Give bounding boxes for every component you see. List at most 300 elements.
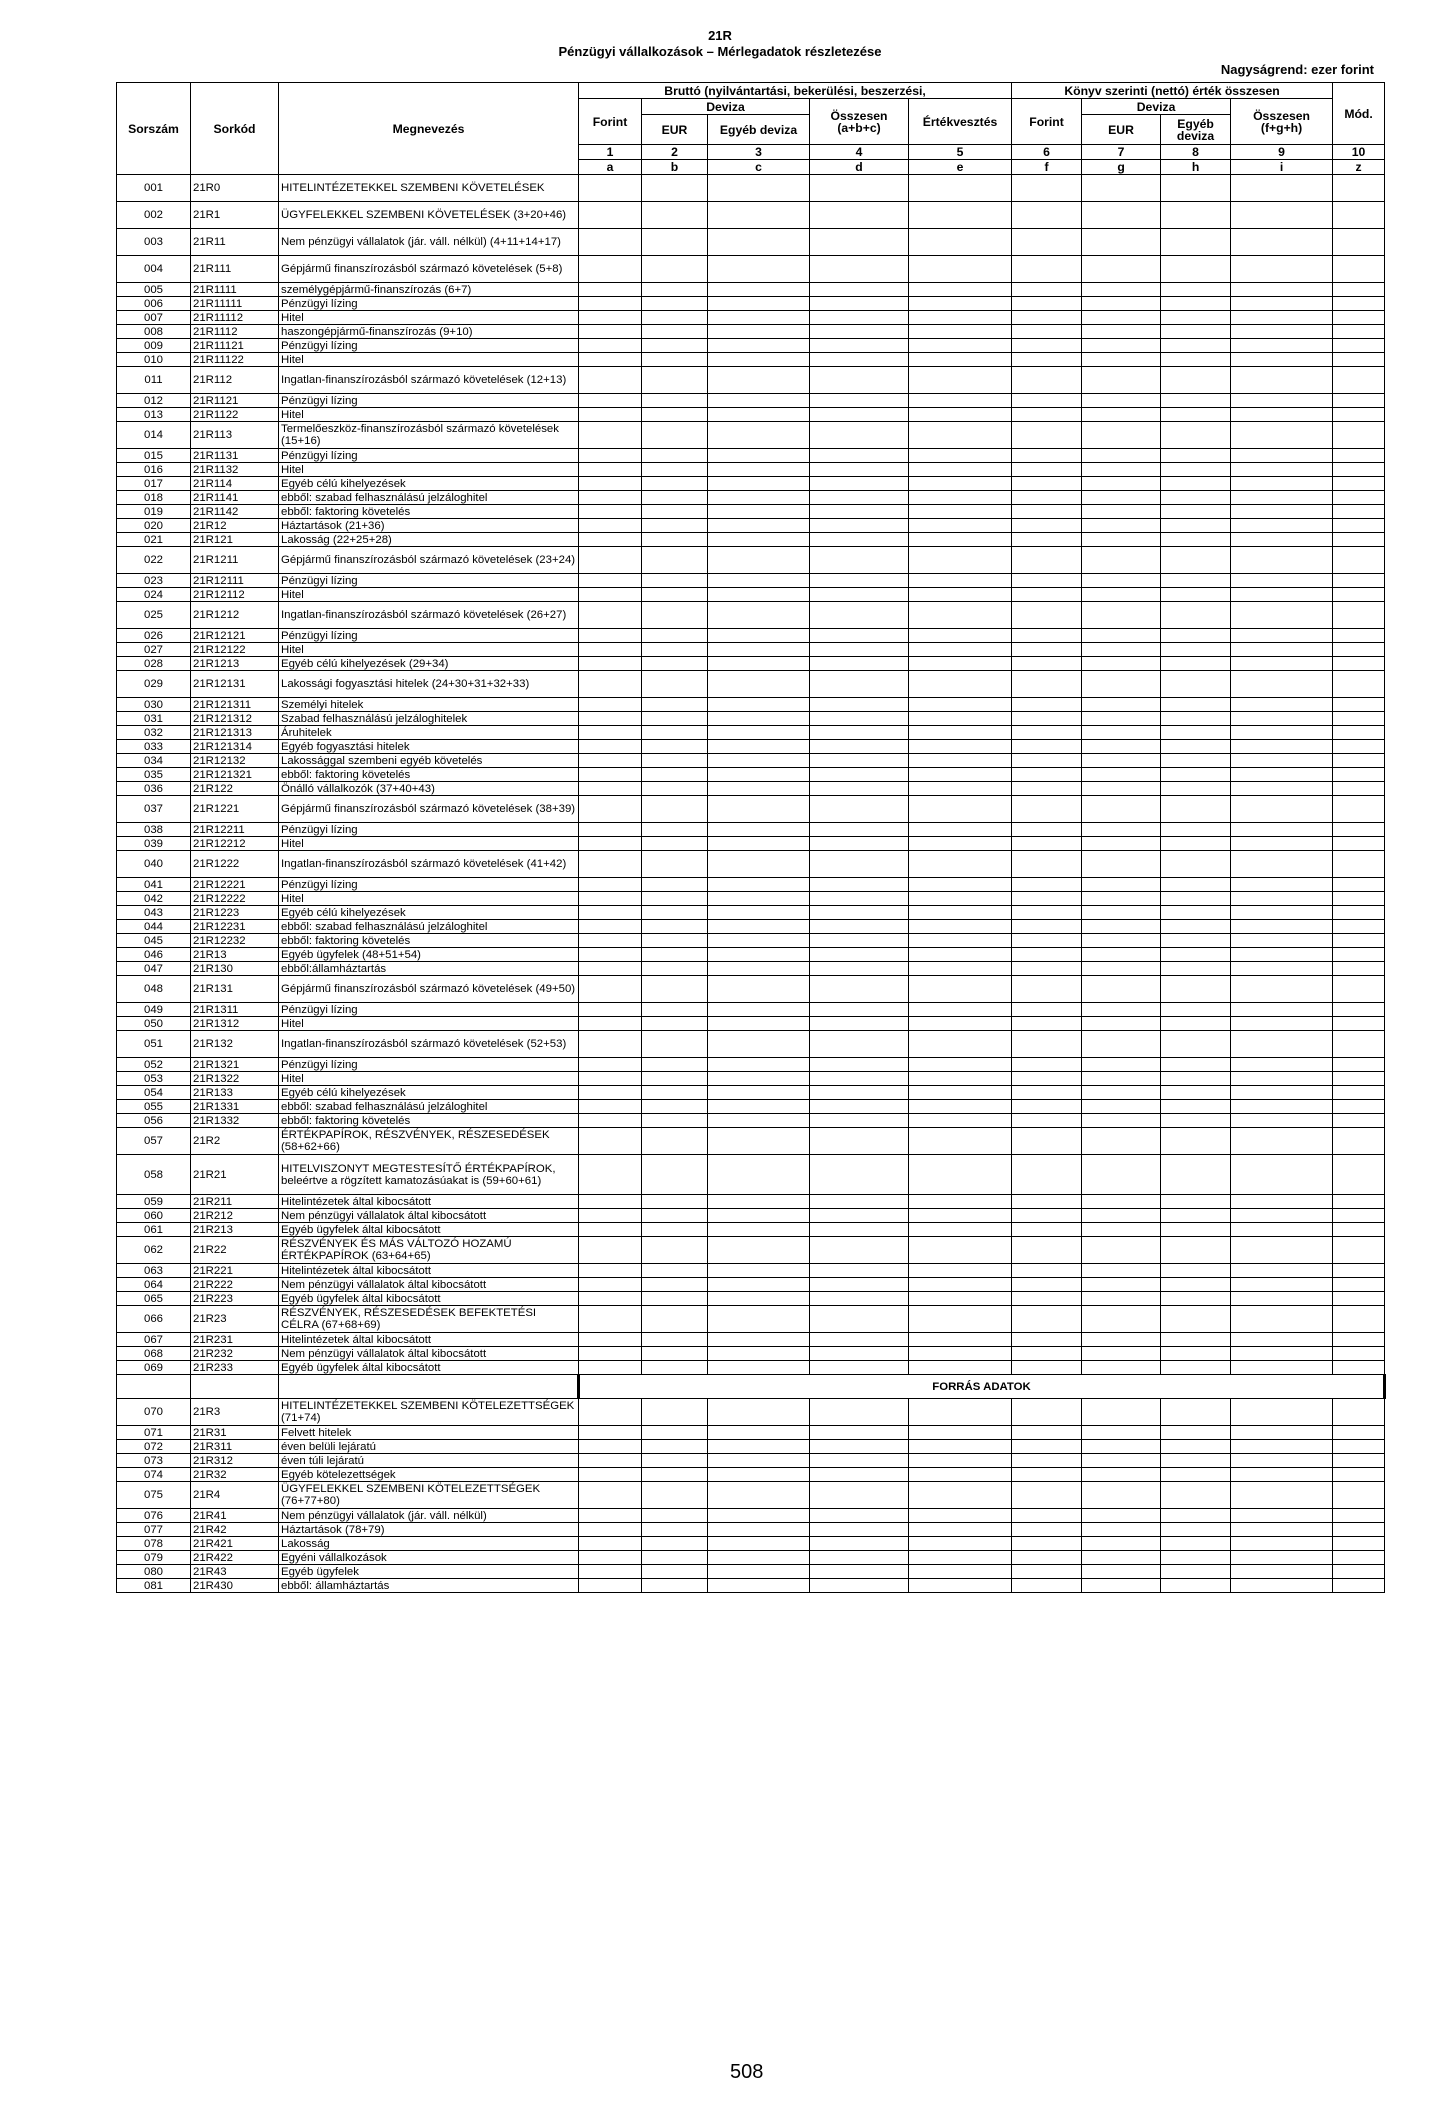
value-cell[interactable] — [1082, 796, 1161, 823]
value-cell[interactable] — [1082, 962, 1161, 976]
value-cell[interactable] — [1082, 339, 1161, 353]
value-cell[interactable] — [1333, 463, 1385, 477]
value-cell[interactable] — [708, 920, 810, 934]
value-cell[interactable] — [1012, 519, 1082, 533]
value-cell[interactable] — [708, 477, 810, 491]
value-cell[interactable] — [1082, 643, 1161, 657]
value-cell[interactable] — [1231, 422, 1333, 449]
value-cell[interactable] — [810, 1209, 909, 1223]
value-cell[interactable] — [1082, 768, 1161, 782]
value-cell[interactable] — [1082, 1278, 1161, 1292]
value-cell[interactable] — [1012, 477, 1082, 491]
value-cell[interactable] — [1231, 297, 1333, 311]
value-cell[interactable] — [1161, 962, 1231, 976]
value-cell[interactable] — [1231, 1468, 1333, 1482]
value-cell[interactable] — [708, 574, 810, 588]
value-cell[interactable] — [1231, 1482, 1333, 1509]
value-cell[interactable] — [1012, 1509, 1082, 1523]
value-cell[interactable] — [1082, 1072, 1161, 1086]
value-cell[interactable] — [909, 1128, 1012, 1155]
value-cell[interactable] — [909, 547, 1012, 574]
value-cell[interactable] — [642, 1086, 708, 1100]
value-cell[interactable] — [1231, 202, 1333, 229]
value-cell[interactable] — [708, 643, 810, 657]
value-cell[interactable] — [579, 768, 642, 782]
value-cell[interactable] — [642, 519, 708, 533]
value-cell[interactable] — [1012, 1114, 1082, 1128]
value-cell[interactable] — [909, 491, 1012, 505]
value-cell[interactable] — [1231, 1155, 1333, 1195]
value-cell[interactable] — [1231, 1003, 1333, 1017]
value-cell[interactable] — [1333, 1086, 1385, 1100]
value-cell[interactable] — [1161, 976, 1231, 1003]
value-cell[interactable] — [579, 698, 642, 712]
value-cell[interactable] — [909, 519, 1012, 533]
value-cell[interactable] — [1231, 1086, 1333, 1100]
value-cell[interactable] — [1012, 491, 1082, 505]
value-cell[interactable] — [642, 1017, 708, 1031]
value-cell[interactable] — [1333, 1523, 1385, 1537]
value-cell[interactable] — [1161, 449, 1231, 463]
value-cell[interactable] — [1082, 463, 1161, 477]
value-cell[interactable] — [1231, 1551, 1333, 1565]
value-cell[interactable] — [1082, 283, 1161, 297]
value-cell[interactable] — [1012, 175, 1082, 202]
value-cell[interactable] — [642, 1509, 708, 1523]
value-cell[interactable] — [708, 297, 810, 311]
value-cell[interactable] — [810, 1306, 909, 1333]
value-cell[interactable] — [1231, 768, 1333, 782]
value-cell[interactable] — [1231, 1278, 1333, 1292]
value-cell[interactable] — [708, 1306, 810, 1333]
value-cell[interactable] — [909, 629, 1012, 643]
value-cell[interactable] — [642, 1195, 708, 1209]
value-cell[interactable] — [1161, 1223, 1231, 1237]
value-cell[interactable] — [810, 574, 909, 588]
value-cell[interactable] — [1333, 1223, 1385, 1237]
value-cell[interactable] — [909, 408, 1012, 422]
value-cell[interactable] — [708, 449, 810, 463]
value-cell[interactable] — [810, 1086, 909, 1100]
value-cell[interactable] — [909, 976, 1012, 1003]
value-cell[interactable] — [1333, 892, 1385, 906]
value-cell[interactable] — [1082, 657, 1161, 671]
value-cell[interactable] — [909, 851, 1012, 878]
value-cell[interactable] — [1161, 892, 1231, 906]
value-cell[interactable] — [708, 976, 810, 1003]
value-cell[interactable] — [1231, 698, 1333, 712]
value-cell[interactable] — [810, 1509, 909, 1523]
value-cell[interactable] — [642, 1537, 708, 1551]
value-cell[interactable] — [810, 1195, 909, 1209]
value-cell[interactable] — [810, 878, 909, 892]
value-cell[interactable] — [810, 934, 909, 948]
value-cell[interactable] — [1333, 353, 1385, 367]
value-cell[interactable] — [1161, 339, 1231, 353]
value-cell[interactable] — [1333, 1114, 1385, 1128]
value-cell[interactable] — [1082, 698, 1161, 712]
value-cell[interactable] — [579, 1031, 642, 1058]
value-cell[interactable] — [579, 1128, 642, 1155]
value-cell[interactable] — [1082, 851, 1161, 878]
value-cell[interactable] — [1012, 1086, 1082, 1100]
value-cell[interactable] — [810, 353, 909, 367]
value-cell[interactable] — [1333, 1237, 1385, 1264]
value-cell[interactable] — [810, 297, 909, 311]
value-cell[interactable] — [1333, 1509, 1385, 1523]
value-cell[interactable] — [1231, 740, 1333, 754]
value-cell[interactable] — [642, 367, 708, 394]
value-cell[interactable] — [579, 643, 642, 657]
value-cell[interactable] — [909, 1399, 1012, 1426]
value-cell[interactable] — [579, 878, 642, 892]
value-cell[interactable] — [909, 1017, 1012, 1031]
value-cell[interactable] — [579, 1086, 642, 1100]
value-cell[interactable] — [1161, 657, 1231, 671]
value-cell[interactable] — [642, 422, 708, 449]
value-cell[interactable] — [642, 1468, 708, 1482]
value-cell[interactable] — [1231, 1114, 1333, 1128]
value-cell[interactable] — [1161, 547, 1231, 574]
value-cell[interactable] — [708, 1399, 810, 1426]
value-cell[interactable] — [909, 1086, 1012, 1100]
value-cell[interactable] — [1333, 1155, 1385, 1195]
value-cell[interactable] — [1082, 533, 1161, 547]
value-cell[interactable] — [642, 1114, 708, 1128]
value-cell[interactable] — [1161, 726, 1231, 740]
value-cell[interactable] — [1231, 1292, 1333, 1306]
value-cell[interactable] — [1333, 1468, 1385, 1482]
value-cell[interactable] — [1231, 1347, 1333, 1361]
value-cell[interactable] — [810, 948, 909, 962]
value-cell[interactable] — [1333, 202, 1385, 229]
value-cell[interactable] — [909, 948, 1012, 962]
value-cell[interactable] — [1231, 726, 1333, 740]
value-cell[interactable] — [1161, 477, 1231, 491]
value-cell[interactable] — [642, 726, 708, 740]
value-cell[interactable] — [909, 906, 1012, 920]
value-cell[interactable] — [1082, 477, 1161, 491]
value-cell[interactable] — [1082, 602, 1161, 629]
value-cell[interactable] — [1333, 477, 1385, 491]
value-cell[interactable] — [1333, 920, 1385, 934]
value-cell[interactable] — [708, 394, 810, 408]
value-cell[interactable] — [1161, 1155, 1231, 1195]
value-cell[interactable] — [909, 1333, 1012, 1347]
value-cell[interactable] — [1231, 782, 1333, 796]
value-cell[interactable] — [642, 1100, 708, 1114]
value-cell[interactable] — [1161, 202, 1231, 229]
value-cell[interactable] — [1333, 823, 1385, 837]
value-cell[interactable] — [1082, 1017, 1161, 1031]
value-cell[interactable] — [708, 962, 810, 976]
value-cell[interactable] — [1012, 1426, 1082, 1440]
value-cell[interactable] — [708, 1454, 810, 1468]
value-cell[interactable] — [642, 657, 708, 671]
value-cell[interactable] — [642, 1523, 708, 1537]
value-cell[interactable] — [708, 1114, 810, 1128]
value-cell[interactable] — [1161, 1482, 1231, 1509]
value-cell[interactable] — [708, 726, 810, 740]
value-cell[interactable] — [909, 878, 1012, 892]
value-cell[interactable] — [1012, 1523, 1082, 1537]
value-cell[interactable] — [1161, 1509, 1231, 1523]
value-cell[interactable] — [1231, 339, 1333, 353]
value-cell[interactable] — [1082, 175, 1161, 202]
value-cell[interactable] — [1161, 519, 1231, 533]
value-cell[interactable] — [1161, 408, 1231, 422]
value-cell[interactable] — [810, 823, 909, 837]
value-cell[interactable] — [1012, 588, 1082, 602]
value-cell[interactable] — [1161, 782, 1231, 796]
value-cell[interactable] — [579, 1003, 642, 1017]
value-cell[interactable] — [708, 629, 810, 643]
value-cell[interactable] — [642, 297, 708, 311]
value-cell[interactable] — [909, 229, 1012, 256]
value-cell[interactable] — [1082, 519, 1161, 533]
value-cell[interactable] — [1082, 1440, 1161, 1454]
value-cell[interactable] — [909, 1264, 1012, 1278]
value-cell[interactable] — [1333, 740, 1385, 754]
value-cell[interactable] — [642, 477, 708, 491]
value-cell[interactable] — [1082, 1195, 1161, 1209]
value-cell[interactable] — [1161, 1278, 1231, 1292]
value-cell[interactable] — [708, 547, 810, 574]
value-cell[interactable] — [1161, 1333, 1231, 1347]
value-cell[interactable] — [810, 1017, 909, 1031]
value-cell[interactable] — [1231, 1195, 1333, 1209]
value-cell[interactable] — [1012, 311, 1082, 325]
value-cell[interactable] — [579, 1565, 642, 1579]
value-cell[interactable] — [1161, 1306, 1231, 1333]
value-cell[interactable] — [1012, 463, 1082, 477]
value-cell[interactable] — [1012, 1333, 1082, 1347]
value-cell[interactable] — [579, 851, 642, 878]
value-cell[interactable] — [810, 920, 909, 934]
value-cell[interactable] — [1161, 505, 1231, 519]
value-cell[interactable] — [1231, 892, 1333, 906]
value-cell[interactable] — [1082, 1031, 1161, 1058]
value-cell[interactable] — [708, 1072, 810, 1086]
value-cell[interactable] — [1161, 671, 1231, 698]
value-cell[interactable] — [909, 1114, 1012, 1128]
value-cell[interactable] — [1231, 533, 1333, 547]
value-cell[interactable] — [708, 1426, 810, 1440]
value-cell[interactable] — [708, 796, 810, 823]
value-cell[interactable] — [1231, 1017, 1333, 1031]
value-cell[interactable] — [1333, 229, 1385, 256]
value-cell[interactable] — [708, 602, 810, 629]
value-cell[interactable] — [1161, 1426, 1231, 1440]
value-cell[interactable] — [642, 782, 708, 796]
value-cell[interactable] — [1012, 934, 1082, 948]
value-cell[interactable] — [1333, 1100, 1385, 1114]
value-cell[interactable] — [708, 1195, 810, 1209]
value-cell[interactable] — [810, 1278, 909, 1292]
value-cell[interactable] — [708, 339, 810, 353]
value-cell[interactable] — [1231, 1209, 1333, 1223]
value-cell[interactable] — [1161, 175, 1231, 202]
value-cell[interactable] — [1082, 1292, 1161, 1306]
value-cell[interactable] — [909, 712, 1012, 726]
value-cell[interactable] — [579, 1440, 642, 1454]
value-cell[interactable] — [579, 1017, 642, 1031]
value-cell[interactable] — [810, 796, 909, 823]
value-cell[interactable] — [1012, 976, 1082, 1003]
value-cell[interactable] — [810, 175, 909, 202]
value-cell[interactable] — [1012, 449, 1082, 463]
value-cell[interactable] — [1333, 1482, 1385, 1509]
value-cell[interactable] — [909, 754, 1012, 768]
value-cell[interactable] — [708, 256, 810, 283]
value-cell[interactable] — [708, 422, 810, 449]
value-cell[interactable] — [708, 588, 810, 602]
value-cell[interactable] — [708, 1031, 810, 1058]
value-cell[interactable] — [579, 1058, 642, 1072]
value-cell[interactable] — [579, 1155, 642, 1195]
value-cell[interactable] — [579, 1426, 642, 1440]
value-cell[interactable] — [1231, 906, 1333, 920]
value-cell[interactable] — [909, 325, 1012, 339]
value-cell[interactable] — [1333, 1072, 1385, 1086]
value-cell[interactable] — [642, 547, 708, 574]
value-cell[interactable] — [1012, 782, 1082, 796]
value-cell[interactable] — [1012, 602, 1082, 629]
value-cell[interactable] — [810, 754, 909, 768]
value-cell[interactable] — [642, 698, 708, 712]
value-cell[interactable] — [1231, 823, 1333, 837]
value-cell[interactable] — [708, 175, 810, 202]
value-cell[interactable] — [1231, 1579, 1333, 1593]
value-cell[interactable] — [810, 1058, 909, 1072]
value-cell[interactable] — [642, 1333, 708, 1347]
value-cell[interactable] — [909, 588, 1012, 602]
value-cell[interactable] — [1161, 920, 1231, 934]
value-cell[interactable] — [708, 657, 810, 671]
value-cell[interactable] — [909, 449, 1012, 463]
value-cell[interactable] — [1161, 1264, 1231, 1278]
value-cell[interactable] — [642, 1347, 708, 1361]
value-cell[interactable] — [1082, 906, 1161, 920]
value-cell[interactable] — [1333, 449, 1385, 463]
value-cell[interactable] — [1012, 547, 1082, 574]
value-cell[interactable] — [810, 1237, 909, 1264]
value-cell[interactable] — [1082, 588, 1161, 602]
value-cell[interactable] — [579, 283, 642, 297]
value-cell[interactable] — [1333, 1292, 1385, 1306]
value-cell[interactable] — [1012, 1237, 1082, 1264]
value-cell[interactable] — [642, 837, 708, 851]
value-cell[interactable] — [1082, 1361, 1161, 1375]
value-cell[interactable] — [642, 408, 708, 422]
value-cell[interactable] — [1333, 782, 1385, 796]
value-cell[interactable] — [1082, 394, 1161, 408]
value-cell[interactable] — [642, 1031, 708, 1058]
value-cell[interactable] — [1082, 1454, 1161, 1468]
value-cell[interactable] — [1012, 1223, 1082, 1237]
value-cell[interactable] — [708, 229, 810, 256]
value-cell[interactable] — [1012, 1264, 1082, 1278]
value-cell[interactable] — [642, 175, 708, 202]
value-cell[interactable] — [642, 1565, 708, 1579]
value-cell[interactable] — [1333, 643, 1385, 657]
value-cell[interactable] — [909, 574, 1012, 588]
value-cell[interactable] — [708, 533, 810, 547]
value-cell[interactable] — [1161, 394, 1231, 408]
value-cell[interactable] — [579, 339, 642, 353]
value-cell[interactable] — [1012, 202, 1082, 229]
value-cell[interactable] — [1333, 1440, 1385, 1454]
value-cell[interactable] — [909, 823, 1012, 837]
value-cell[interactable] — [1161, 602, 1231, 629]
value-cell[interactable] — [642, 1361, 708, 1375]
value-cell[interactable] — [1333, 962, 1385, 976]
value-cell[interactable] — [909, 1058, 1012, 1072]
value-cell[interactable] — [1161, 1128, 1231, 1155]
value-cell[interactable] — [1333, 878, 1385, 892]
value-cell[interactable] — [1231, 934, 1333, 948]
value-cell[interactable] — [1231, 962, 1333, 976]
value-cell[interactable] — [579, 1237, 642, 1264]
value-cell[interactable] — [642, 671, 708, 698]
value-cell[interactable] — [1231, 851, 1333, 878]
value-cell[interactable] — [1012, 394, 1082, 408]
value-cell[interactable] — [909, 353, 1012, 367]
value-cell[interactable] — [909, 1031, 1012, 1058]
value-cell[interactable] — [1012, 962, 1082, 976]
value-cell[interactable] — [579, 353, 642, 367]
value-cell[interactable] — [1082, 1509, 1161, 1523]
value-cell[interactable] — [1161, 754, 1231, 768]
value-cell[interactable] — [909, 283, 1012, 297]
value-cell[interactable] — [909, 477, 1012, 491]
value-cell[interactable] — [909, 533, 1012, 547]
value-cell[interactable] — [909, 297, 1012, 311]
value-cell[interactable] — [1161, 229, 1231, 256]
value-cell[interactable] — [1231, 629, 1333, 643]
value-cell[interactable] — [708, 671, 810, 698]
value-cell[interactable] — [579, 229, 642, 256]
value-cell[interactable] — [1161, 1100, 1231, 1114]
value-cell[interactable] — [708, 878, 810, 892]
value-cell[interactable] — [642, 1155, 708, 1195]
value-cell[interactable] — [1082, 629, 1161, 643]
value-cell[interactable] — [642, 712, 708, 726]
value-cell[interactable] — [642, 823, 708, 837]
value-cell[interactable] — [642, 311, 708, 325]
value-cell[interactable] — [1082, 491, 1161, 505]
value-cell[interactable] — [1161, 297, 1231, 311]
value-cell[interactable] — [1231, 256, 1333, 283]
value-cell[interactable] — [1161, 740, 1231, 754]
value-cell[interactable] — [1333, 948, 1385, 962]
value-cell[interactable] — [642, 283, 708, 297]
value-cell[interactable] — [1333, 602, 1385, 629]
value-cell[interactable] — [1082, 1551, 1161, 1565]
value-cell[interactable] — [909, 671, 1012, 698]
value-cell[interactable] — [1012, 878, 1082, 892]
value-cell[interactable] — [1082, 920, 1161, 934]
value-cell[interactable] — [810, 1114, 909, 1128]
value-cell[interactable] — [810, 1264, 909, 1278]
value-cell[interactable] — [642, 740, 708, 754]
value-cell[interactable] — [579, 934, 642, 948]
value-cell[interactable] — [1012, 906, 1082, 920]
value-cell[interactable] — [1333, 256, 1385, 283]
value-cell[interactable] — [708, 782, 810, 796]
value-cell[interactable] — [1231, 712, 1333, 726]
value-cell[interactable] — [1333, 505, 1385, 519]
